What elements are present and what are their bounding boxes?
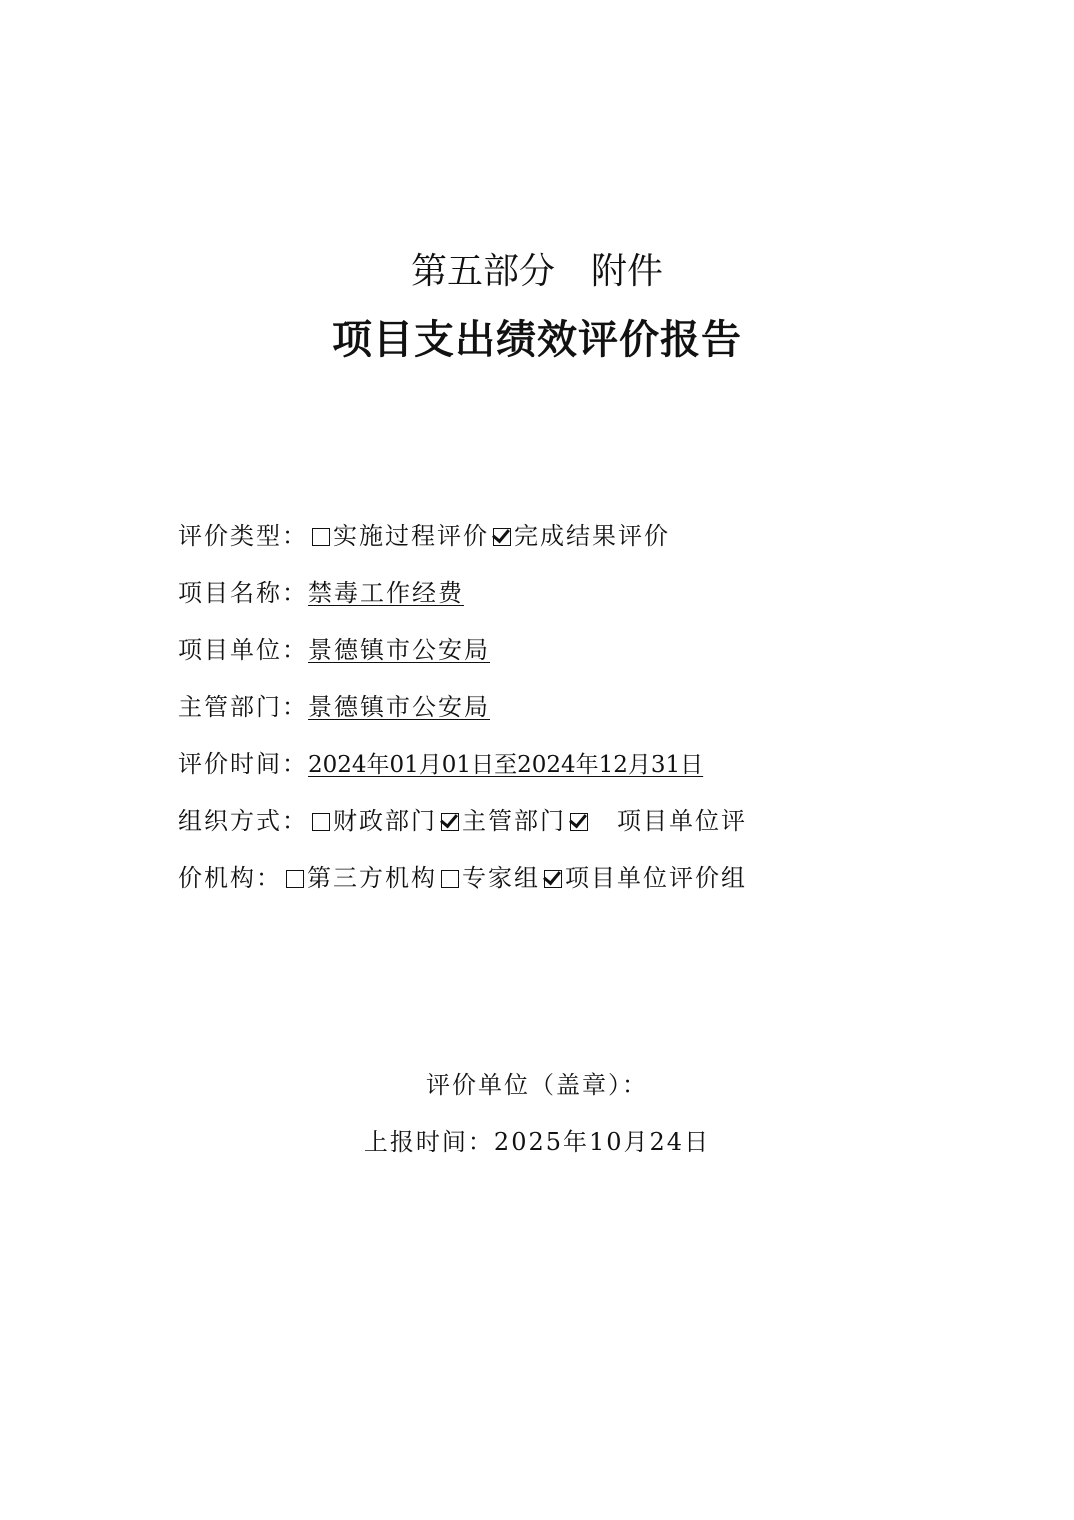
- checkbox-icon[interactable]: [312, 813, 330, 831]
- checkbox-checked-icon[interactable]: [544, 870, 562, 888]
- checkbox-icon[interactable]: [286, 870, 304, 888]
- project-name-row: [178, 577, 464, 609]
- org-method-option-finance: 财政部门: [333, 807, 437, 835]
- eval-time-value: 2024年01月01日至2024年12月31日: [308, 752, 704, 778]
- eval-time-label: 评价时间：: [178, 750, 308, 778]
- checkbox-icon[interactable]: [441, 870, 459, 888]
- eval-time-row: [178, 748, 703, 781]
- eval-type-option-process: 实施过程评价: [333, 522, 489, 550]
- checkbox-icon[interactable]: [312, 528, 330, 546]
- project-name-label: 项目名称：: [178, 579, 308, 607]
- eval-type-row: [178, 520, 670, 552]
- eval-org-option-unit-group: 项目单位评价组: [565, 864, 747, 892]
- org-method-label: 组织方式：: [178, 807, 308, 835]
- project-unit-label: 项目单位：: [178, 636, 308, 664]
- supervisor-label: 主管部门：: [178, 693, 308, 721]
- report-time: 上报时间：2025年10月24日: [363, 1128, 711, 1156]
- eval-org-option-experts: 专家组: [462, 864, 540, 892]
- eval-org-row: [178, 862, 747, 894]
- org-method-option-unit: 项目单位评: [617, 807, 747, 835]
- report-title: 项目支出绩效评价报告: [332, 317, 742, 363]
- project-name-value: 禁毒工作经费: [308, 579, 464, 607]
- eval-unit-seal-label: 评价单位（盖章）：: [426, 1071, 648, 1099]
- supervisor-value: 景德镇市公安局: [308, 693, 490, 721]
- eval-org-label: 价机构：: [178, 864, 282, 892]
- eval-org-option-third-party: 第三方机构: [307, 864, 437, 892]
- eval-type-option-result: 完成结果评价: [514, 522, 670, 550]
- org-method-row: [178, 805, 747, 837]
- supervisor-row: [178, 691, 490, 723]
- part-title: 第五部分 附件: [410, 251, 663, 292]
- project-unit-value: 景德镇市公安局: [308, 636, 490, 664]
- eval-type-label: 评价类型：: [178, 522, 308, 550]
- checkbox-checked-icon[interactable]: [441, 813, 459, 831]
- checkbox-checked-icon[interactable]: [570, 813, 588, 831]
- checkbox-checked-icon[interactable]: [493, 528, 511, 546]
- org-method-option-supervisor: 主管部门: [462, 807, 566, 835]
- project-unit-row: [178, 634, 490, 666]
